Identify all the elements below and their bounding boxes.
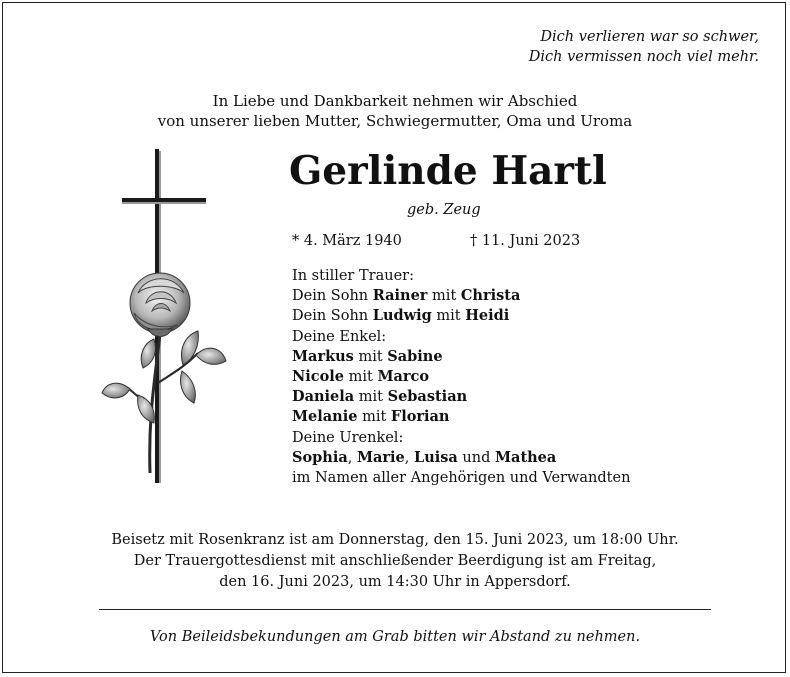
mourner-text: , (347, 449, 357, 466)
mourner-text: im Namen aller Angehörigen und Verwandten (292, 470, 631, 487)
divider (99, 609, 711, 610)
mourner-line (292, 327, 630, 347)
mourner-name: Florian (390, 408, 450, 426)
mourner-text: mit (344, 369, 378, 386)
motto (529, 27, 759, 67)
mourners-list (292, 266, 630, 488)
motto-line: Dich vermissen noch viel mehr. (528, 49, 759, 65)
rose-icon (102, 273, 226, 473)
mourner-line (292, 448, 630, 468)
mourner-name: Rainer (372, 287, 428, 305)
mourner-name: Luisa (414, 448, 458, 466)
service-line: Der Trauergottesdienst mit anschließender Beerdigung ist am Freitag, (133, 553, 657, 569)
service-line: Beisetz mit Rosenkranz ist am Donnerstag, den 15. Juni 2023, um 18:00 Uhr. (111, 532, 679, 548)
motto-line: Dich verlieren war so schwer, (540, 29, 759, 45)
mourner-name: Nicole (292, 368, 344, 386)
mourner-name: Sabine (387, 347, 443, 365)
mourner-line (292, 286, 630, 306)
mourner-text: Deine Urenkel: (292, 429, 404, 446)
mourner-line (292, 306, 630, 326)
intro-line: von unserer lieben Mutter, Schwiegermutter, Oma und Uroma (157, 112, 633, 130)
mourner-name: Heidi (465, 307, 510, 325)
mourner-text: und (457, 449, 495, 466)
maiden-name: geb. Zeug (407, 202, 481, 218)
service-info (3, 530, 787, 593)
mourner-text: , (404, 449, 414, 466)
mourner-text: mit (431, 308, 466, 325)
mourner-text: mit (353, 348, 388, 365)
cross-and-rose-illustration (98, 143, 238, 493)
obituary-notice (2, 2, 786, 673)
mourner-name: Christa (460, 287, 521, 305)
mourner-line (292, 468, 630, 488)
mourner-name: Markus (292, 347, 354, 365)
mourner-name: Mathea (495, 448, 557, 466)
mourner-name: Sophia (292, 448, 348, 466)
mourner-text: mit (427, 288, 461, 305)
mourner-text: mit (357, 409, 391, 426)
condolence-note: Von Beileidsbekundungen am Grab bitten wir Abstand zu nehmen. (149, 629, 641, 645)
mourner-line (292, 387, 630, 407)
mourner-name: Melanie (292, 408, 358, 426)
mourner-name: Ludwig (372, 307, 432, 325)
mourner-line (292, 367, 630, 387)
mourner-text: mit (354, 389, 388, 406)
mourner-line (292, 266, 630, 286)
intro-line: In Liebe und Dankbarkeit nehmen wir Abschied (212, 92, 578, 110)
mourner-text: In stiller Trauer: (292, 268, 414, 284)
intro-text (3, 91, 787, 131)
mourner-text: Dein Sohn (292, 288, 373, 305)
mourner-name: Marie (356, 448, 405, 466)
mourner-line (292, 407, 630, 427)
mourner-name: Marco (377, 368, 430, 386)
deceased-name: Gerlinde Hartl (289, 148, 607, 194)
mourner-line (292, 347, 630, 367)
mourner-name: Daniela (292, 388, 355, 406)
mourner-line (292, 428, 630, 448)
death-date: † 11. Juni 2023 (470, 233, 581, 249)
mourner-text: Deine Enkel: (292, 328, 387, 345)
birth-date: * 4. März 1940 (292, 233, 402, 249)
service-line: den 16. Juni 2023, um 14:30 Uhr in Appersdorf. (219, 574, 571, 590)
mourner-text: Dein Sohn (292, 308, 373, 325)
mourner-name: Sebastian (387, 388, 468, 406)
